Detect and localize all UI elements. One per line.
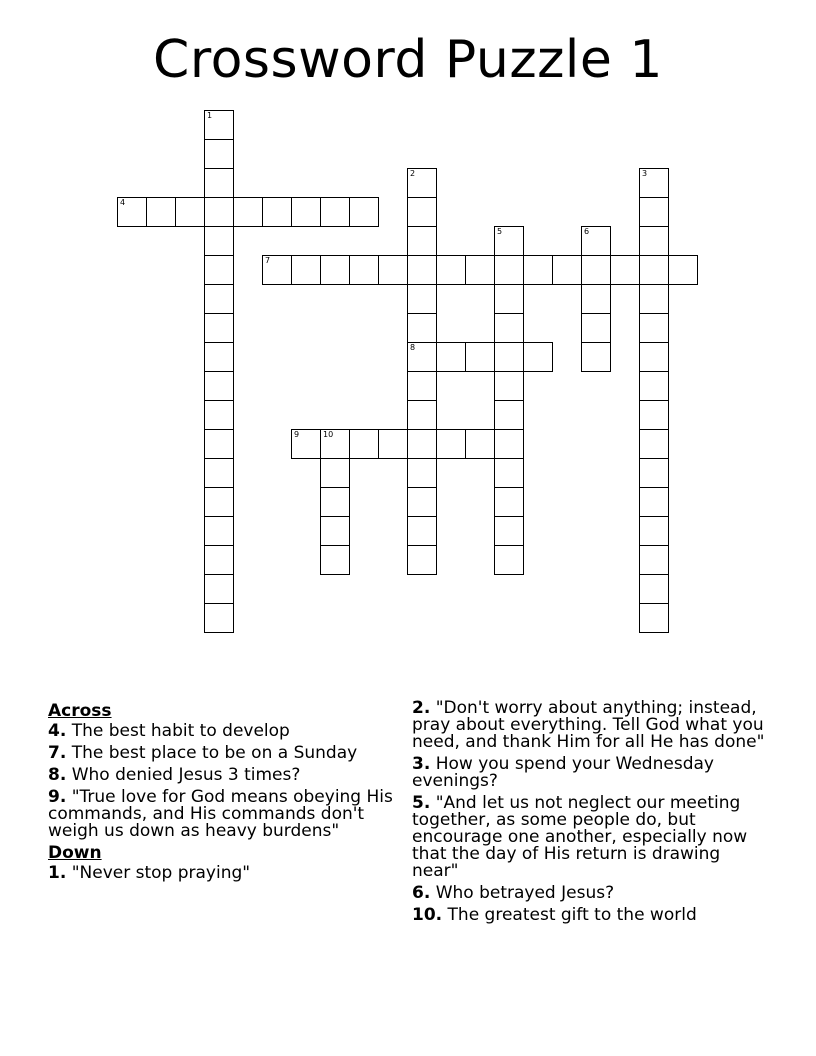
grid-cell[interactable]	[494, 400, 524, 430]
clue-number: 8	[410, 343, 416, 352]
clue-down-3: 3. How you spend your Wednesday evenings?	[412, 754, 714, 791]
grid-cell[interactable]	[204, 487, 234, 517]
grid-cell[interactable]	[291, 429, 321, 459]
clues-right-column	[412, 700, 772, 929]
grid-cell[interactable]	[407, 487, 437, 517]
grid-cell[interactable]	[175, 197, 205, 227]
clue-number: 4	[120, 198, 126, 207]
grid-cell[interactable]	[146, 197, 176, 227]
grid-cell[interactable]	[494, 255, 524, 285]
grid-cell[interactable]	[204, 284, 234, 314]
clue-number: 2	[410, 169, 416, 178]
grid-cell[interactable]	[262, 197, 292, 227]
grid-cell[interactable]	[349, 429, 379, 459]
grid-cell[interactable]	[465, 255, 495, 285]
grid-cell[interactable]	[668, 255, 698, 285]
grid-cell[interactable]	[204, 226, 234, 256]
grid-cell[interactable]	[581, 284, 611, 314]
grid-cell[interactable]	[407, 284, 437, 314]
clue-down-10: 10. The greatest gift to the world	[412, 905, 697, 925]
grid-cell[interactable]	[639, 603, 669, 633]
grid-cell[interactable]	[494, 342, 524, 372]
clue-number: 10	[323, 430, 334, 439]
grid-cell[interactable]	[407, 226, 437, 256]
grid-cell[interactable]	[204, 516, 234, 546]
clue-number: 6	[584, 227, 590, 236]
grid-cell[interactable]	[639, 226, 669, 256]
grid-cell[interactable]	[407, 516, 437, 546]
grid-cell[interactable]	[465, 429, 495, 459]
grid-cell[interactable]	[494, 487, 524, 517]
grid-cell[interactable]	[349, 255, 379, 285]
clue-number: 9	[294, 430, 300, 439]
clue-across-9: 9. "True love for God means obeying His commands, and His commands don't weigh us down as heavy burdens"	[48, 787, 393, 841]
grid-cell[interactable]	[204, 168, 234, 198]
grid-cell[interactable]	[204, 139, 234, 169]
grid-cell[interactable]	[204, 429, 234, 459]
grid-cell[interactable]	[494, 226, 524, 256]
grid-cell[interactable]	[581, 313, 611, 343]
clue-number: 1	[207, 111, 213, 120]
grid-cell[interactable]	[407, 400, 437, 430]
grid-cell[interactable]	[407, 197, 437, 227]
grid-cell[interactable]	[639, 284, 669, 314]
clue-across-4: 4. The best habit to develop	[48, 721, 290, 741]
grid-cell[interactable]	[378, 429, 408, 459]
grid-cell[interactable]	[204, 545, 234, 575]
grid-cell[interactable]	[407, 371, 437, 401]
grid-cell[interactable]	[436, 255, 466, 285]
grid-cell[interactable]	[291, 255, 321, 285]
grid-cell[interactable]	[320, 458, 350, 488]
grid-cell[interactable]	[204, 197, 234, 227]
grid-cell[interactable]	[465, 342, 495, 372]
grid-cell[interactable]	[639, 371, 669, 401]
down-heading: Down	[48, 843, 102, 863]
page-title: Crossword Puzzle 1	[153, 30, 663, 90]
grid-cell[interactable]	[407, 545, 437, 575]
grid-cell[interactable]	[639, 400, 669, 430]
clue-down-5: 5. "And let us not neglect our meeting together, as some people do, but encourage one another, especially now that the day of His return is drawing near"	[412, 793, 748, 881]
grid-cell[interactable]	[494, 429, 524, 459]
grid-cell[interactable]	[552, 255, 582, 285]
grid-cell[interactable]	[581, 226, 611, 256]
grid-cell[interactable]	[320, 197, 350, 227]
grid-cell[interactable]	[639, 487, 669, 517]
clue-across-7: 7. The best place to be on a Sunday	[48, 743, 358, 763]
clue-number: 7	[265, 256, 271, 265]
grid-cell[interactable]	[204, 110, 234, 140]
grid-cell[interactable]	[204, 400, 234, 430]
grid-cell[interactable]	[494, 284, 524, 314]
grid-cell[interactable]	[407, 429, 437, 459]
grid-cell[interactable]	[639, 313, 669, 343]
grid-cell[interactable]	[320, 429, 350, 459]
grid-cell[interactable]	[204, 313, 234, 343]
grid-cell[interactable]	[117, 197, 147, 227]
grid-cell[interactable]	[639, 574, 669, 604]
grid-cell[interactable]	[204, 458, 234, 488]
grid-cell[interactable]	[378, 255, 408, 285]
grid-cell[interactable]	[349, 197, 379, 227]
grid-cell[interactable]	[407, 255, 437, 285]
grid-cell[interactable]	[291, 197, 321, 227]
clue-across-8: 8. Who denied Jesus 3 times?	[48, 765, 301, 785]
clue-down-1: 1. "Never stop praying"	[48, 863, 251, 883]
grid-cell[interactable]	[494, 371, 524, 401]
clue-number: 5	[497, 227, 503, 236]
grid-cell[interactable]	[639, 168, 669, 198]
grid-cell[interactable]	[581, 255, 611, 285]
grid-cell[interactable]	[639, 545, 669, 575]
grid-cell[interactable]	[320, 516, 350, 546]
grid-cell[interactable]	[436, 429, 466, 459]
clue-down-6: 6. Who betrayed Jesus?	[412, 883, 615, 903]
grid-cell[interactable]	[407, 458, 437, 488]
grid-cell[interactable]	[610, 255, 640, 285]
grid-cell[interactable]	[639, 342, 669, 372]
clues-left-column	[48, 700, 393, 887]
grid-cell[interactable]	[407, 168, 437, 198]
grid-cell[interactable]	[320, 487, 350, 517]
grid-cell[interactable]	[320, 255, 350, 285]
grid-cell[interactable]	[262, 255, 292, 285]
grid-cell[interactable]	[639, 429, 669, 459]
grid-cell[interactable]	[494, 545, 524, 575]
grid-cell[interactable]	[494, 458, 524, 488]
grid-cell[interactable]	[494, 516, 524, 546]
grid-cell[interactable]	[639, 458, 669, 488]
grid-cell[interactable]	[523, 255, 553, 285]
clue-number: 3	[642, 169, 648, 178]
grid-cell[interactable]	[204, 603, 234, 633]
across-heading: Across	[48, 701, 112, 721]
grid-cell[interactable]	[639, 516, 669, 546]
grid-cell[interactable]	[233, 197, 263, 227]
grid-cell[interactable]	[204, 371, 234, 401]
grid-cell[interactable]	[581, 342, 611, 372]
clue-down-2: 2. "Don't worry about anything; instead, pray about everything. Tell God what you need, and thank Him for all He has done"	[412, 698, 765, 752]
grid-cell[interactable]	[407, 342, 437, 372]
grid-cell[interactable]	[204, 342, 234, 372]
grid-cell[interactable]	[436, 342, 466, 372]
grid-cell[interactable]	[639, 255, 669, 285]
grid-cell[interactable]	[204, 574, 234, 604]
grid-cell[interactable]	[494, 313, 524, 343]
grid-cell[interactable]	[320, 545, 350, 575]
grid-cell[interactable]	[523, 342, 553, 372]
grid-cell[interactable]	[204, 255, 234, 285]
grid-cell[interactable]	[639, 197, 669, 227]
grid-cell[interactable]	[407, 313, 437, 343]
